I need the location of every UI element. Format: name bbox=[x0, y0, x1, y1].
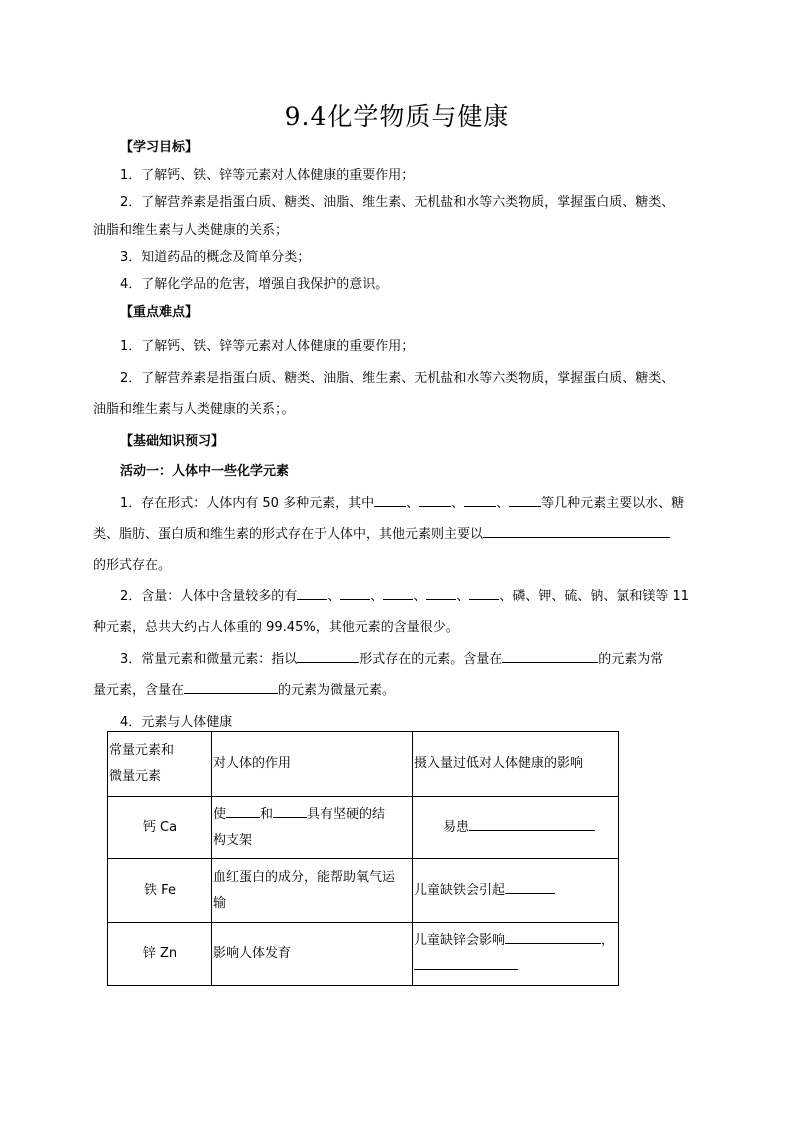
q1-sep: 、 bbox=[406, 496, 420, 511]
table-row bbox=[108, 797, 619, 859]
q2-text-a: 2．含量：人体中含量较多的有 bbox=[120, 589, 298, 604]
answer-blank[interactable] bbox=[426, 587, 456, 600]
answer-blank[interactable] bbox=[340, 587, 370, 600]
question-2-line-1 bbox=[120, 585, 689, 604]
role-text: 具有坚硬的结 构支架 bbox=[213, 806, 386, 848]
q2-sep: 、 bbox=[370, 589, 384, 604]
answer-blank[interactable] bbox=[509, 494, 541, 507]
q3-text-c: 的元素为常 bbox=[598, 652, 664, 667]
answer-blank[interactable] bbox=[419, 494, 451, 507]
answer-blank[interactable] bbox=[414, 957, 518, 970]
objective-item: 油脂和维生素与人类健康的关系； bbox=[93, 223, 289, 238]
question-1-line-1 bbox=[120, 492, 684, 511]
answer-blank[interactable] bbox=[184, 681, 278, 694]
q1-text-c: 类、脂肪、蛋白质和维生素的形式存在于人体中，其他元素则主要以 bbox=[93, 527, 484, 542]
role-text: 使 bbox=[213, 806, 227, 822]
answer-blank[interactable] bbox=[226, 805, 260, 818]
answer-blank[interactable] bbox=[502, 650, 598, 663]
table-row bbox=[108, 923, 619, 986]
effect-text: ， bbox=[601, 933, 615, 948]
role-cell: 影响人体发育 bbox=[212, 923, 413, 986]
q1-sep: 、 bbox=[451, 496, 465, 511]
answer-blank[interactable] bbox=[483, 525, 670, 538]
answer-blank[interactable] bbox=[464, 494, 496, 507]
answer-blank[interactable] bbox=[505, 931, 601, 944]
q3-text-d: 量元素，含量在 bbox=[93, 683, 185, 698]
q2-sep: 、 bbox=[413, 589, 427, 604]
role-cell bbox=[212, 797, 413, 859]
q2-sep: 、 bbox=[327, 589, 341, 604]
element-cell: 锌 Zn bbox=[108, 923, 212, 986]
role-text: 和 bbox=[260, 806, 274, 822]
objectives-heading: 【学习目标】 bbox=[120, 140, 199, 155]
q3-text-e: 的元素为微量元素。 bbox=[278, 683, 396, 698]
q3-text-b: 形式存在的元素。含量在 bbox=[359, 652, 503, 667]
effect-text: 儿童缺铁会引起 bbox=[414, 882, 506, 898]
objective-item: 2．了解营养素是指蛋白质、糖类、油脂、维生素、无机盐和水等六类物质，掌握蛋白质、糖类、 bbox=[120, 195, 675, 210]
effect-cell bbox=[413, 859, 619, 923]
objective-item: 1．了解钙、铁、锌等元素对人体健康的重要作用； bbox=[120, 168, 415, 183]
element-health-table bbox=[107, 731, 619, 986]
answer-blank[interactable] bbox=[273, 805, 307, 818]
q1-text-a: 1．存在形式：人体内有 50 多种元素，其中 bbox=[120, 496, 375, 511]
effect-text: 儿童缺锌会影响 bbox=[414, 933, 506, 948]
q1-text-b: 等几种元素主要以水、糖 bbox=[541, 496, 685, 511]
q2-sep: 、 bbox=[456, 589, 470, 604]
preview-heading: 【基础知识预习】 bbox=[120, 434, 225, 449]
question-1-line-2 bbox=[93, 523, 670, 542]
page-title: 9.4化学物质与健康 bbox=[284, 102, 510, 131]
header-element: 常量元素和 微量元素 bbox=[108, 732, 212, 797]
objective-item: 3．知道药品的概念及简单分类； bbox=[120, 250, 311, 265]
answer-blank[interactable] bbox=[469, 587, 499, 600]
element-cell: 铁 Fe bbox=[108, 859, 212, 923]
answer-blank[interactable] bbox=[297, 587, 327, 600]
key-point-item: 油脂和维生素与人类健康的关系；。 bbox=[93, 402, 295, 417]
answer-blank[interactable] bbox=[297, 650, 359, 663]
key-point-item: 2．了解营养素是指蛋白质、糖类、油脂、维生素、无机盐和水等六类物质，掌握蛋白质、糖类、 bbox=[120, 371, 675, 386]
header-role: 对人体的作用 bbox=[212, 732, 413, 797]
table-row bbox=[108, 859, 619, 923]
table-header-row bbox=[108, 732, 619, 797]
answer-blank[interactable] bbox=[505, 881, 555, 894]
objective-item: 4．了解化学品的危害，增强自我保护的意识。 bbox=[120, 277, 389, 292]
question-1-line-3: 的形式存在。 bbox=[93, 558, 172, 573]
answer-blank[interactable] bbox=[469, 818, 595, 831]
effect-cell bbox=[413, 797, 619, 859]
answer-blank[interactable] bbox=[383, 587, 413, 600]
answer-blank[interactable] bbox=[374, 494, 406, 507]
effect-cell bbox=[413, 923, 619, 986]
effect-text: 易患 bbox=[443, 819, 470, 835]
activity-heading: 活动一：人体中一些化学元素 bbox=[120, 464, 290, 479]
role-cell: 血红蛋白的成分，能帮助氧气运 输 bbox=[212, 859, 413, 923]
question-3-line-1 bbox=[120, 648, 663, 667]
q3-text-a: 3．常量元素和微量元素：指以 bbox=[120, 652, 298, 667]
q2-text-b: 、磷、钾、硫、钠、氯和镁等 11 bbox=[499, 589, 690, 604]
question-2-line-2: 种元素，总共大约占人体重的 99.45%，其他元素的含量很少。 bbox=[93, 620, 459, 635]
key-point-item: 1．了解钙、铁、锌等元素对人体健康的重要作用； bbox=[120, 339, 415, 354]
header-effect: 摄入量过低对人体健康的影响 bbox=[413, 732, 619, 797]
question-3-line-2 bbox=[93, 679, 395, 698]
element-cell: 钙 Ca bbox=[108, 797, 212, 859]
key-points-heading: 【重点难点】 bbox=[120, 305, 199, 320]
question-4-heading: 4．元素与人体健康 bbox=[120, 715, 233, 730]
q1-sep: 、 bbox=[496, 496, 510, 511]
